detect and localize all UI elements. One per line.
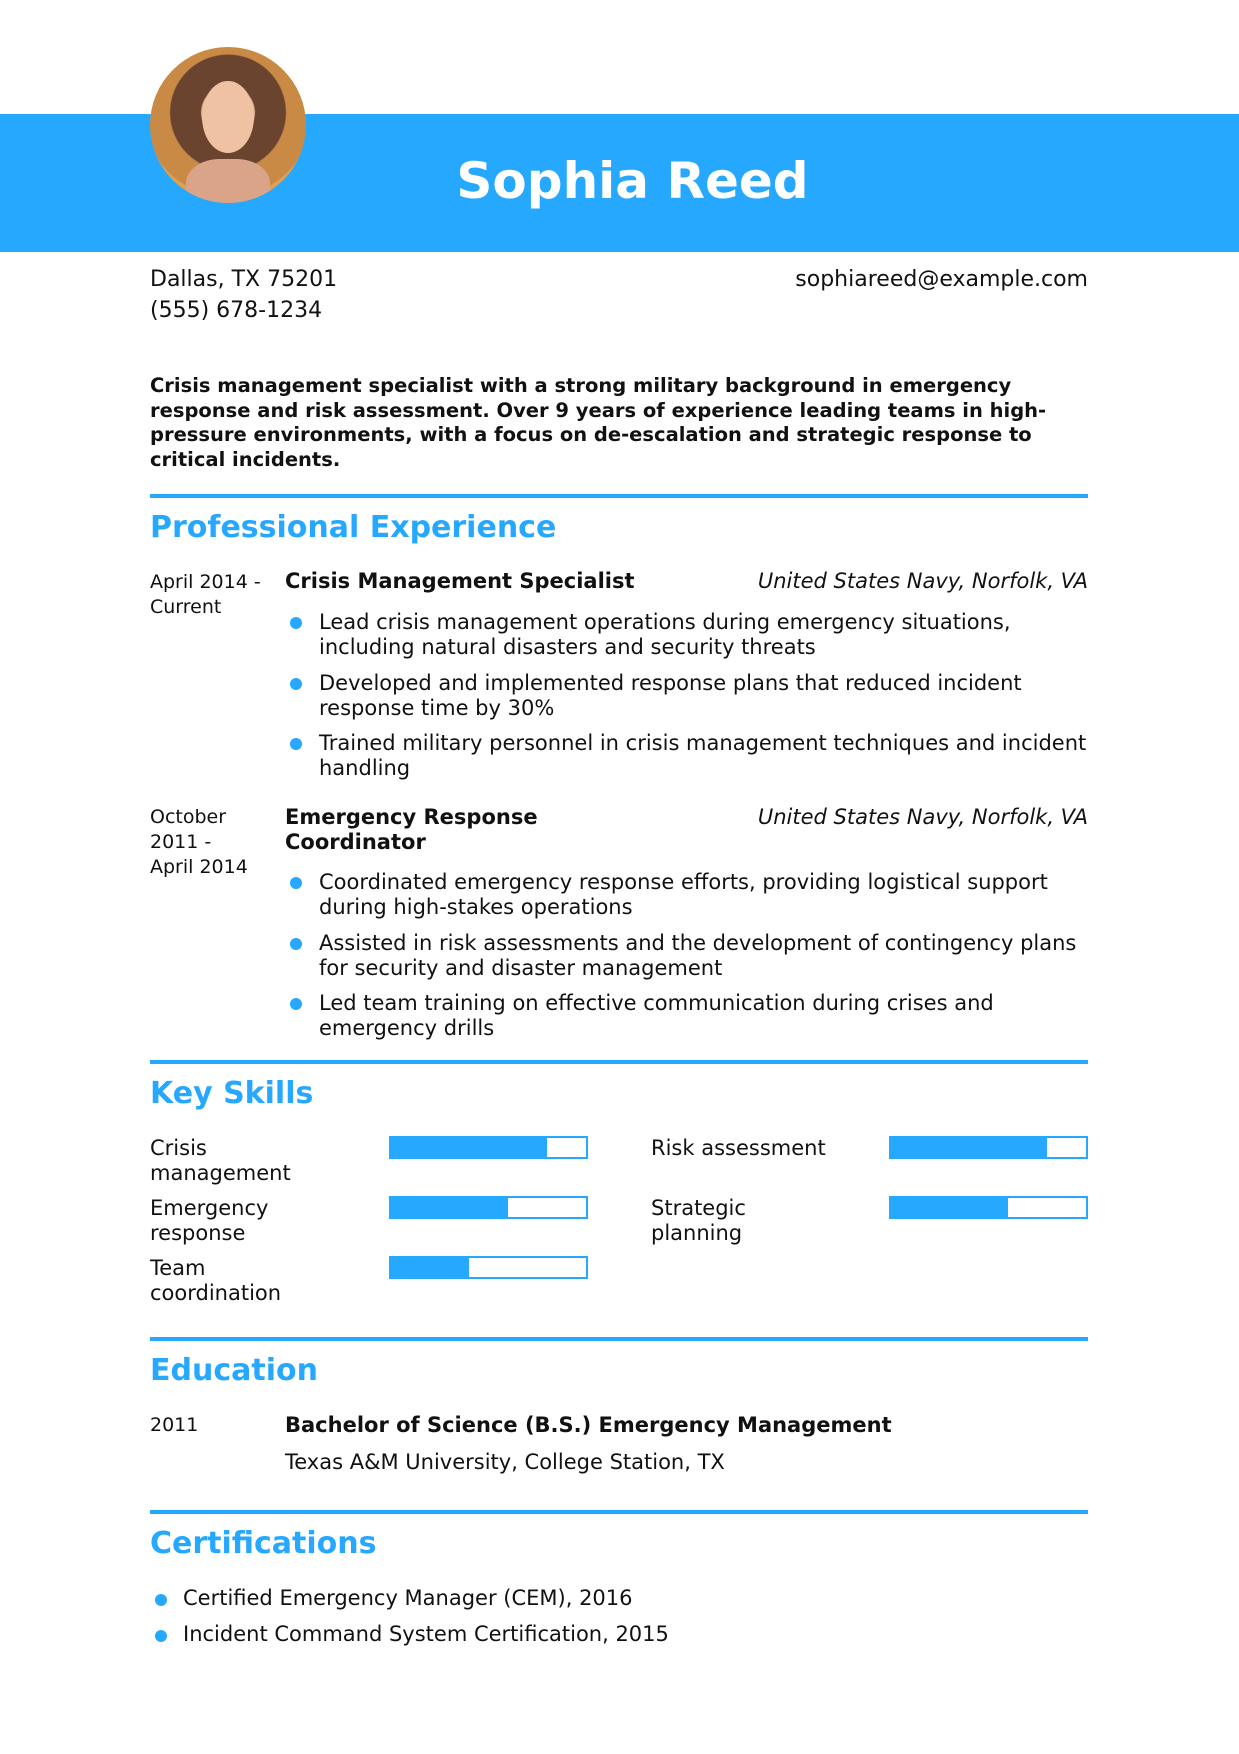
bullet-icon: [155, 1630, 167, 1642]
education-year: 2011: [150, 1414, 199, 1436]
skill-bar-fill: [891, 1138, 1047, 1157]
bullet-icon: [290, 877, 302, 889]
skill-bar-fill: [391, 1198, 508, 1217]
skill-bar: [889, 1196, 1088, 1219]
divider: [150, 1510, 1088, 1514]
job-bullet: Lead crisis management operations during emergency situations, including natural disasters and security threats: [319, 610, 1011, 659]
job-bullet: Trained military personnel in crisis management techniques and incident handling: [319, 731, 1087, 780]
section-heading-education: Education: [150, 1353, 318, 1388]
job-bullet: Assisted in risk assessments and the development of contingency plans for security and disaster management: [319, 931, 1077, 980]
job-organization: United States Navy, Norfolk, VA: [757, 805, 1088, 829]
skill-label: Team coordination: [150, 1256, 282, 1305]
candidate-name: Sophia Reed: [456, 152, 809, 210]
skill-label: Risk assessment: [651, 1136, 826, 1160]
bullet-icon: [290, 678, 302, 690]
divider: [150, 1060, 1088, 1064]
job-organization: United States Navy, Norfolk, VA: [757, 569, 1088, 593]
skill-bar: [389, 1196, 588, 1219]
skill-bar-fill: [391, 1258, 469, 1277]
bullet-icon: [290, 617, 302, 629]
skill-label: Crisis management: [150, 1136, 291, 1185]
job-title: Emergency Response Coordinator: [285, 805, 538, 854]
divider: [150, 1337, 1088, 1341]
job-title: Crisis Management Specialist: [285, 569, 635, 593]
address: Dallas, TX 75201: [150, 267, 338, 292]
phone: (555) 678-1234: [150, 298, 323, 323]
skill-bar: [389, 1136, 588, 1159]
skill-bar-fill: [891, 1198, 1008, 1217]
summary: Crisis management specialist with a strong military background in emergency response and risk assessment. Over 9 years of experience leading teams in high-pressure environments, with a focus on de-escalation and strategic response to critical incidents.: [150, 374, 1047, 471]
education-school: Texas A&M University, College Station, TX: [285, 1450, 725, 1474]
education-degree: Bachelor of Science (B.S.) Emergency Management: [285, 1413, 892, 1437]
job-bullet: Developed and implemented response plans that reduced incident response time by 30%: [319, 671, 1022, 720]
job-dates: April 2014 - Current: [150, 571, 261, 618]
email: sophiareed@example.com: [795, 267, 1088, 292]
bullet-icon: [290, 938, 302, 950]
section-heading-skills: Key Skills: [150, 1076, 314, 1111]
skill-bar: [389, 1256, 588, 1279]
bullet-icon: [290, 738, 302, 750]
skill-bar-fill: [391, 1138, 547, 1157]
job-bullet: Coordinated emergency response efforts, providing logistical support during high-stakes operations: [319, 870, 1048, 919]
skill-bar: [889, 1136, 1088, 1159]
section-heading-experience: Professional Experience: [150, 510, 557, 545]
profile-photo: [150, 47, 306, 203]
job-bullet: Led team training on effective communication during crises and emergency drills: [319, 991, 994, 1040]
job-dates: October 2011 - April 2014: [150, 806, 248, 878]
certification-item: Certified Emergency Manager (CEM), 2016: [183, 1586, 633, 1610]
bullet-icon: [290, 998, 302, 1010]
section-heading-certifications: Certifications: [150, 1526, 377, 1561]
skill-label: Emergency response: [150, 1196, 269, 1245]
bullet-icon: [155, 1594, 167, 1606]
divider: [150, 494, 1088, 498]
certification-item: Incident Command System Certification, 2015: [183, 1622, 669, 1646]
skill-label: Strategic planning: [651, 1196, 746, 1245]
